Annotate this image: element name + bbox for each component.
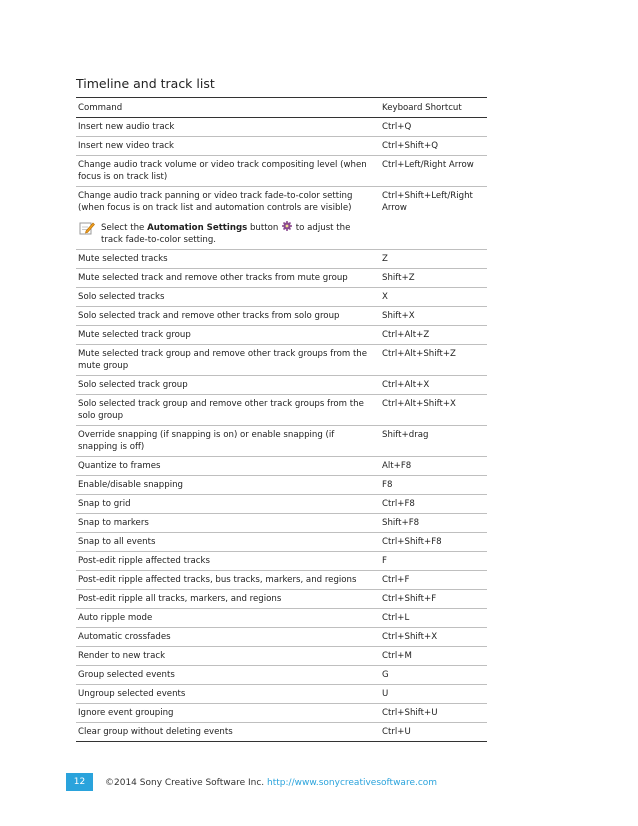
- command-cell: [76, 609, 380, 628]
- command-text: Render to new track: [78, 651, 166, 661]
- shortcut-cell: F8: [380, 476, 487, 495]
- command-cell: [76, 137, 380, 156]
- shortcut-cell: Ctrl+Alt+Z: [380, 326, 487, 345]
- command-cell: [76, 118, 380, 137]
- command-cell: [76, 647, 380, 666]
- copyright-text: ©2014 Sony Creative Software Inc.: [105, 778, 268, 788]
- command-cell: [76, 288, 380, 307]
- shortcut-cell: Ctrl+Shift+Left/Right Arrow: [380, 187, 487, 250]
- command-cell: [76, 156, 380, 187]
- shortcut-cell: Ctrl+Q: [380, 118, 487, 137]
- gear-icon: [282, 221, 292, 231]
- column-header-command: Command: [76, 98, 380, 118]
- table-row: [76, 533, 487, 552]
- command-text: Mute selected track group: [78, 330, 191, 340]
- command-cell: [76, 376, 380, 395]
- command-text: Clear group without deleting events: [78, 727, 233, 737]
- command-text: Group selected events: [78, 670, 175, 680]
- command-text: Solo selected tracks: [78, 292, 165, 302]
- shortcut-table: [76, 97, 487, 742]
- command-cell: [76, 685, 380, 704]
- shortcut-cell: Shift+drag: [380, 426, 487, 457]
- shortcut-cell: Ctrl+M: [380, 647, 487, 666]
- command-text: Quantize to frames: [78, 461, 161, 471]
- command-cell: [76, 457, 380, 476]
- table-row: [76, 137, 487, 156]
- command-text: Change audio track volume or video track compositing level (when focus is on track list): [78, 160, 367, 182]
- table-row: [76, 704, 487, 723]
- shortcut-cell: Ctrl+Alt+Shift+Z: [380, 345, 487, 376]
- command-cell: [76, 495, 380, 514]
- command-cell: [76, 269, 380, 288]
- command-cell: [76, 514, 380, 533]
- shortcut-cell: Ctrl+Alt+X: [380, 376, 487, 395]
- command-text: Auto ripple mode: [78, 613, 153, 623]
- note-suffix: to adjust the track fade-to-color setting.: [101, 223, 351, 245]
- note-pencil-icon: [79, 221, 95, 235]
- command-cell: [76, 533, 380, 552]
- table-header-row: [76, 98, 487, 118]
- command-text: Enable/disable snapping: [78, 480, 184, 490]
- shortcut-cell: Ctrl+Left/Right Arrow: [380, 156, 487, 187]
- table-row: [76, 723, 487, 742]
- command-text: Automatic crossfades: [78, 632, 171, 642]
- command-cell: [76, 628, 380, 647]
- command-text: Post-edit ripple all tracks, markers, and regions: [78, 594, 282, 604]
- command-text: Change audio track panning or video track fade-to-color setting (when focus is on track list and automation controls are visible): [78, 191, 353, 213]
- shortcut-cell: Z: [380, 250, 487, 269]
- automation-settings-label: Automation Settings: [147, 223, 248, 233]
- command-text: Snap to markers: [78, 518, 149, 528]
- note-mid: button: [247, 223, 282, 233]
- table-row: [76, 552, 487, 571]
- table-row: [76, 495, 487, 514]
- table-row: [76, 590, 487, 609]
- note-text: [101, 221, 374, 246]
- shortcut-cell: Alt+F8: [380, 457, 487, 476]
- shortcut-cell: Ctrl+Alt+Shift+X: [380, 395, 487, 426]
- command-cell: [76, 723, 380, 742]
- table-row: [76, 156, 487, 187]
- shortcut-cell: Ctrl+Shift+F: [380, 590, 487, 609]
- command-cell: [76, 552, 380, 571]
- table-row: [76, 609, 487, 628]
- command-text: Solo selected track group: [78, 380, 188, 390]
- command-text: Solo selected track and remove other tracks from solo group: [78, 311, 340, 321]
- command-text: Mute selected track and remove other tracks from mute group: [78, 273, 348, 283]
- note: [78, 221, 374, 246]
- table-row: [76, 118, 487, 137]
- section-title: Timeline and track list: [76, 76, 215, 91]
- table-row: [76, 307, 487, 326]
- table-row: [76, 269, 487, 288]
- shortcut-cell: U: [380, 685, 487, 704]
- table-row: [76, 426, 487, 457]
- command-cell: [76, 395, 380, 426]
- shortcut-cell: Shift+X: [380, 307, 487, 326]
- shortcut-cell: F: [380, 552, 487, 571]
- table-row: [76, 395, 487, 426]
- command-cell: [76, 307, 380, 326]
- shortcut-cell: Ctrl+Shift+F8: [380, 533, 487, 552]
- command-cell: [76, 476, 380, 495]
- command-cell: [76, 571, 380, 590]
- shortcut-cell: Shift+F8: [380, 514, 487, 533]
- command-cell: [76, 590, 380, 609]
- table-row: [76, 666, 487, 685]
- table-row: [76, 628, 487, 647]
- command-cell: [76, 345, 380, 376]
- command-text: Ungroup selected events: [78, 689, 186, 699]
- shortcut-cell: G: [380, 666, 487, 685]
- command-text: Override snapping (if snapping is on) or enable snapping (if snapping is off): [78, 430, 335, 452]
- shortcut-cell: Ctrl+F: [380, 571, 487, 590]
- table-row: [76, 571, 487, 590]
- command-text: Insert new video track: [78, 141, 174, 151]
- table-row: [76, 345, 487, 376]
- command-text: Mute selected tracks: [78, 254, 168, 264]
- table-row: [76, 476, 487, 495]
- command-text: Insert new audio track: [78, 122, 175, 132]
- column-header-shortcut: Keyboard Shortcut: [380, 98, 487, 118]
- table-row: [76, 514, 487, 533]
- shortcut-cell: Shift+Z: [380, 269, 487, 288]
- shortcut-cell: Ctrl+Shift+Q: [380, 137, 487, 156]
- shortcut-cell: Ctrl+U: [380, 723, 487, 742]
- table-row: [76, 187, 487, 250]
- command-text: Ignore event grouping: [78, 708, 174, 718]
- command-text: Snap to grid: [78, 499, 131, 509]
- command-text: Mute selected track group and remove other track groups from the mute group: [78, 349, 368, 371]
- command-cell: [76, 326, 380, 345]
- command-cell: [76, 426, 380, 457]
- table-row: [76, 250, 487, 269]
- table-row: [76, 457, 487, 476]
- command-text: Snap to all events: [78, 537, 156, 547]
- table-row: [76, 288, 487, 307]
- command-cell: [76, 187, 380, 250]
- command-cell: [76, 250, 380, 269]
- shortcut-cell: Ctrl+L: [380, 609, 487, 628]
- command-cell: [76, 704, 380, 723]
- page-number: 12: [66, 773, 93, 791]
- command-text: Post-edit ripple affected tracks, bus tracks, markers, and regions: [78, 575, 357, 585]
- table-row: [76, 376, 487, 395]
- shortcut-cell: Ctrl+Shift+X: [380, 628, 487, 647]
- footer: [105, 778, 437, 788]
- table-row: [76, 685, 487, 704]
- command-text: Solo selected track group and remove other track groups from the solo group: [78, 399, 364, 421]
- command-text: Post-edit ripple affected tracks: [78, 556, 210, 566]
- shortcut-cell: Ctrl+F8: [380, 495, 487, 514]
- note-prefix: Select the: [101, 223, 148, 233]
- shortcut-cell: X: [380, 288, 487, 307]
- table-row: [76, 647, 487, 666]
- website-link[interactable]: http://www.sonycreativesoftware.com: [267, 778, 438, 788]
- shortcut-cell: Ctrl+Shift+U: [380, 704, 487, 723]
- command-cell: [76, 666, 380, 685]
- table-row: [76, 326, 487, 345]
